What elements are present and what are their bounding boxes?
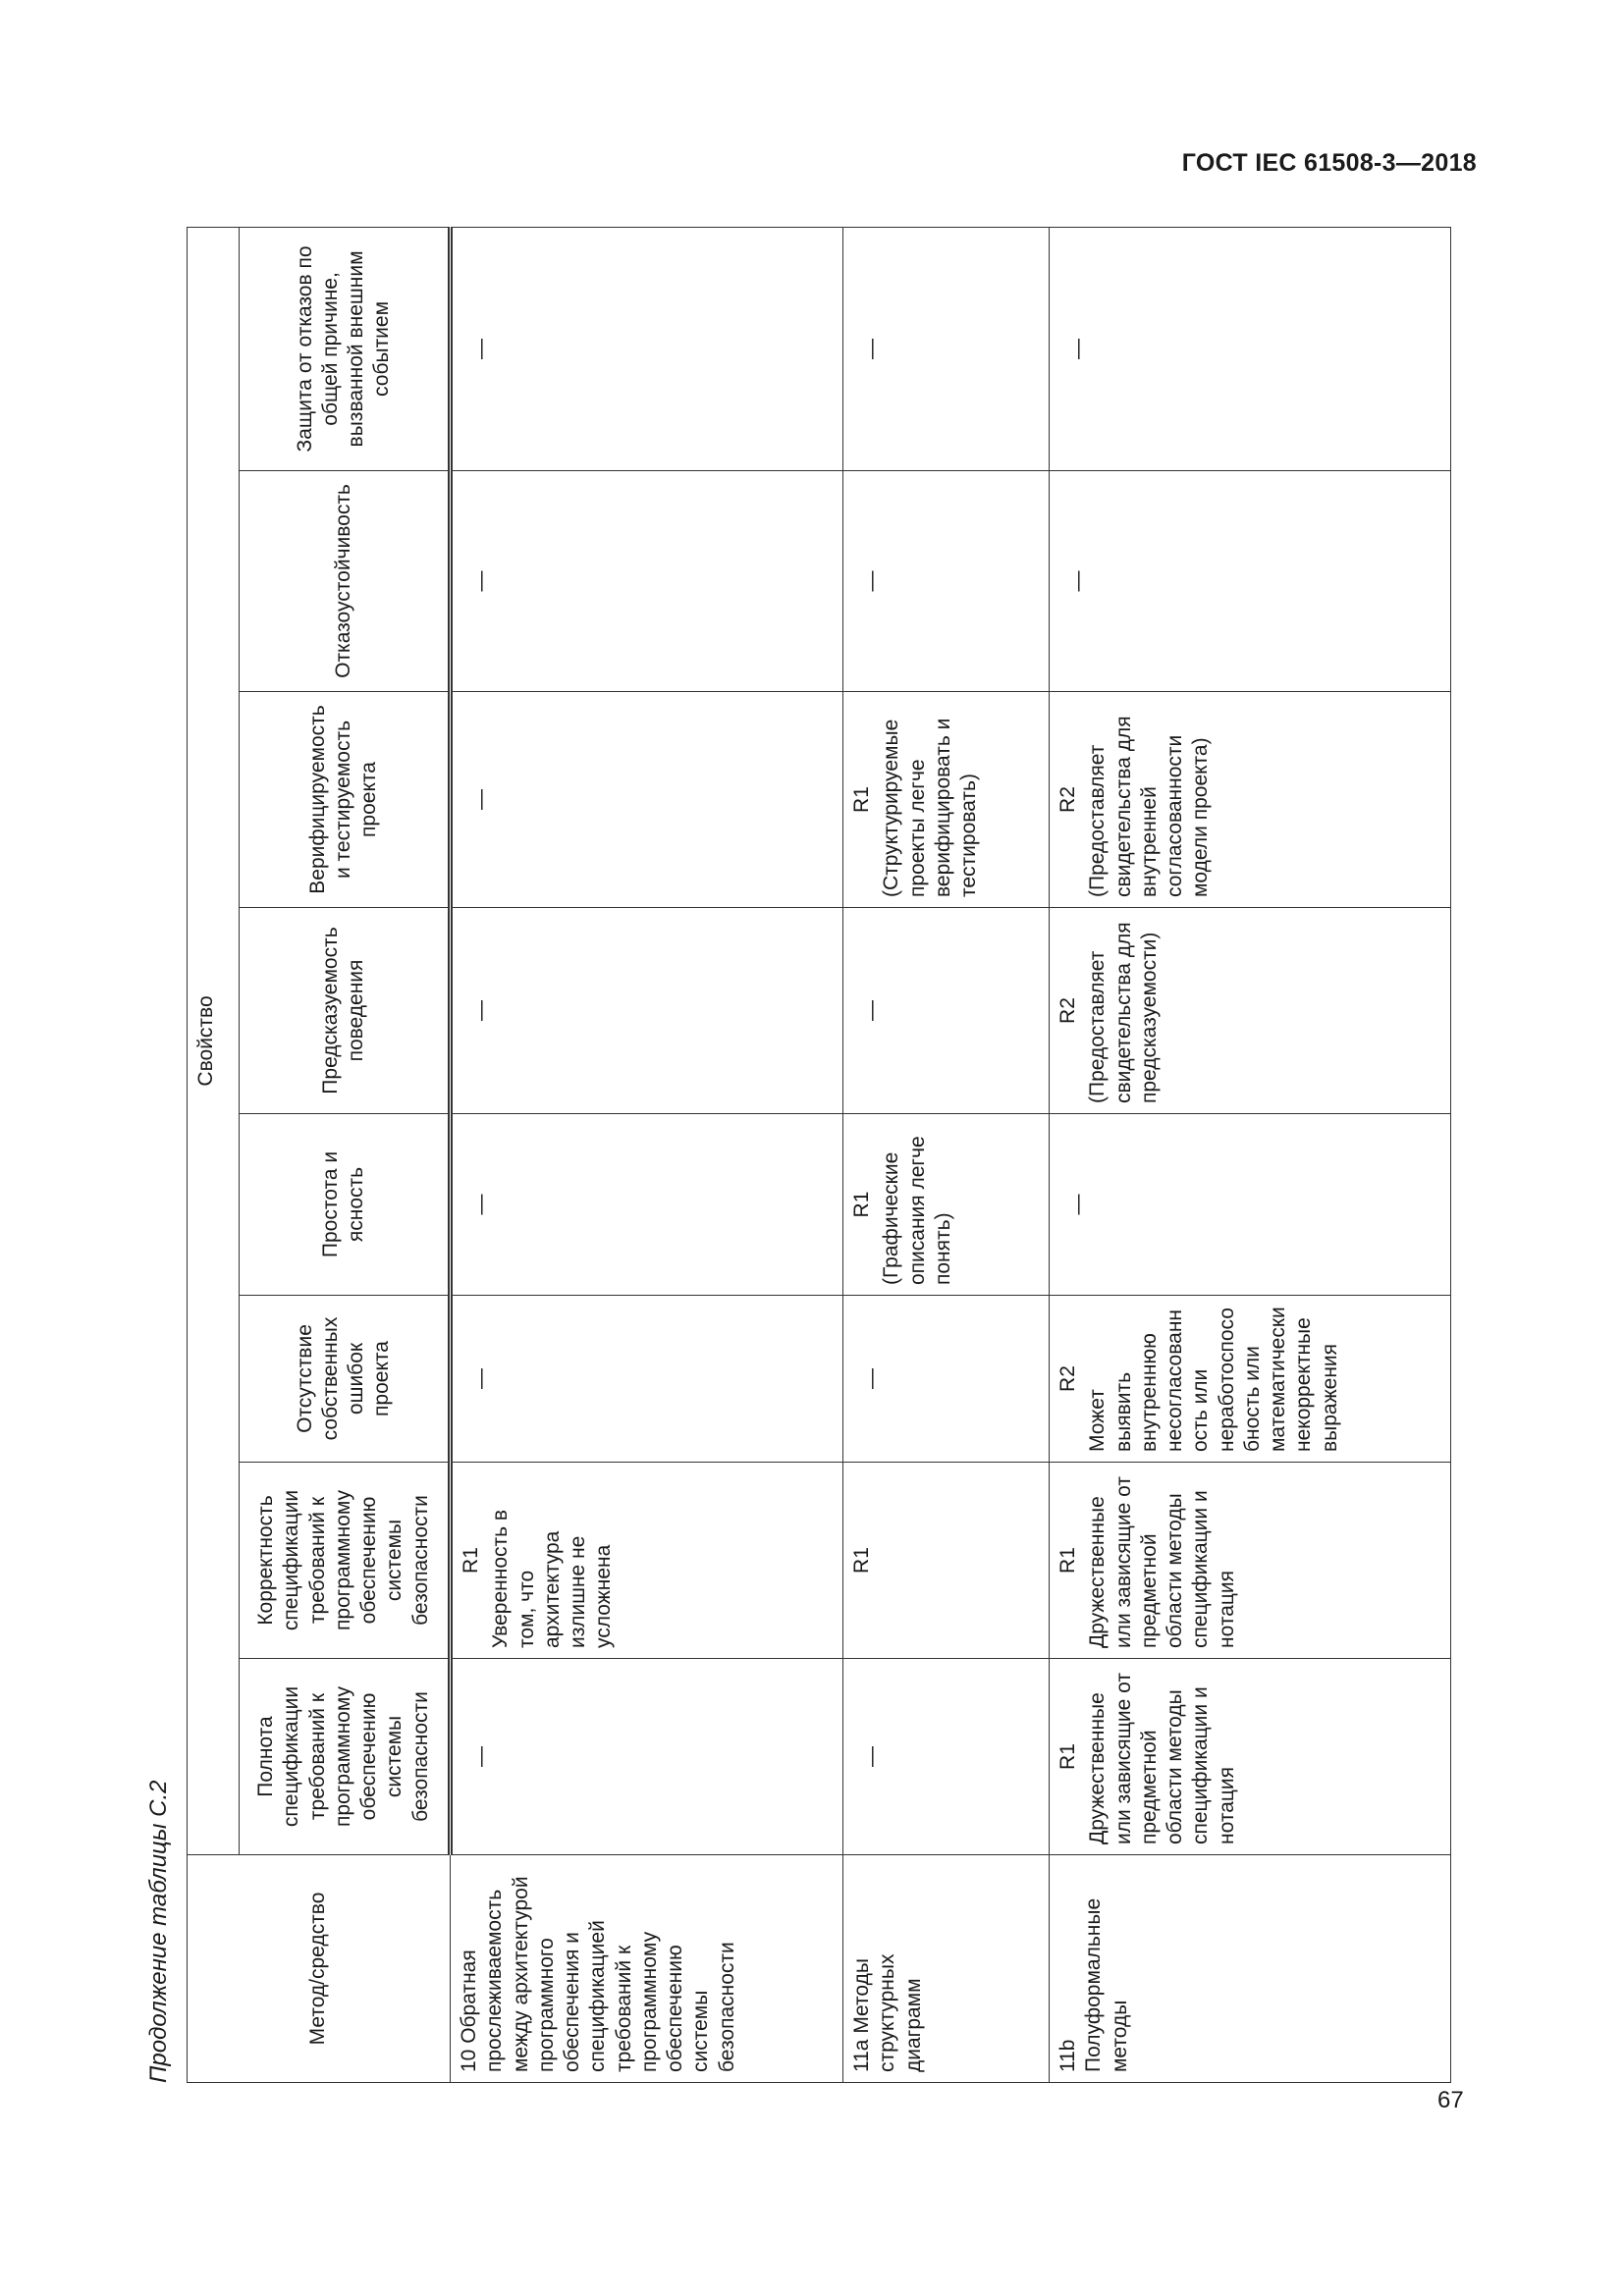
property-cell: — (451, 227, 843, 470)
property-cell: R2 (Предоставляет свидетельства для предсказуемости) (1050, 908, 1451, 1114)
property-cell: — (451, 1114, 843, 1296)
property-header: Защита от отказов по общей причине, вызванной внешним событием (240, 227, 451, 470)
property-cell: — (451, 1659, 843, 1855)
property-header: Предсказуемость поведения (240, 908, 451, 1114)
property-cell: R1 (Структурируемые проекты легче верифицировать и тестировать) (843, 692, 1050, 908)
property-cell: — (843, 227, 1050, 470)
property-group-header: Свойство (188, 227, 240, 1854)
page-number: 67 (1437, 2087, 1464, 2113)
table-caption: Продолжение таблицы С.2 (145, 1780, 172, 2083)
property-cell: R1 (Графические описания легче понять) (843, 1114, 1050, 1296)
property-cell: — (451, 692, 843, 908)
table-row (451, 227, 843, 2082)
property-cell: R2 (Предоставляет свидетельства для внутренней согласованности модели проекта) (1050, 692, 1451, 908)
method-cell: 10 Обратная прослеживаемость между архитектурой программного обеспечения и спецификацией требований к программному обеспечению системы безопасности (451, 1855, 843, 2083)
property-cell: R1 (843, 1463, 1050, 1659)
property-cell: — (843, 908, 1050, 1114)
property-cell: — (451, 1296, 843, 1463)
property-header: Полнота спецификации требований к программному обеспечению системы безопасности (240, 1659, 451, 1855)
property-header: Отказоустойчивость (240, 471, 451, 692)
property-cell: R1 Дружественные или зависящие от предметной области методы спецификации и нотация (1050, 1659, 1451, 1855)
method-cell: 11a Методы структурных диаграмм (843, 1855, 1050, 2083)
property-cell: — (843, 471, 1050, 692)
document-code: ГОСТ IEC 61508-3—2018 (1181, 149, 1477, 177)
property-header: Отсутствие собственных ошибок проекта (240, 1296, 451, 1463)
property-cell: R1 Дружественные или зависящие от предметной области методы спецификации и нотация (1050, 1463, 1451, 1659)
property-header: Верифицируемость и тестируемость проекта (240, 692, 451, 908)
property-cell: — (451, 471, 843, 692)
rotated-table-area (145, 228, 1471, 2083)
property-cell: — (1050, 227, 1451, 470)
table-row (843, 227, 1050, 2082)
property-cell: R1 Уверенность в том, что архитектура излишне не усложнена (451, 1463, 843, 1659)
method-column-header: Метод/средство (188, 1855, 451, 2083)
properties-table (187, 227, 1451, 2083)
property-cell: — (1050, 1114, 1451, 1296)
property-cell: — (843, 1659, 1050, 1855)
method-cell: 11b Полуформальные методы (1050, 1855, 1451, 2083)
property-cell: — (843, 1296, 1050, 1463)
property-cell: — (451, 908, 843, 1114)
property-header: Простота и ясность (240, 1114, 451, 1296)
property-cell: — (1050, 471, 1451, 692)
table-row (1050, 227, 1451, 2082)
property-header: Корректность спецификации требований к программному обеспечению системы безопасности (240, 1463, 451, 1659)
property-cell: R2 Может выявить внутреннюю несогласованность или неработоспособность или математически некорректные выражения (1050, 1296, 1451, 1463)
